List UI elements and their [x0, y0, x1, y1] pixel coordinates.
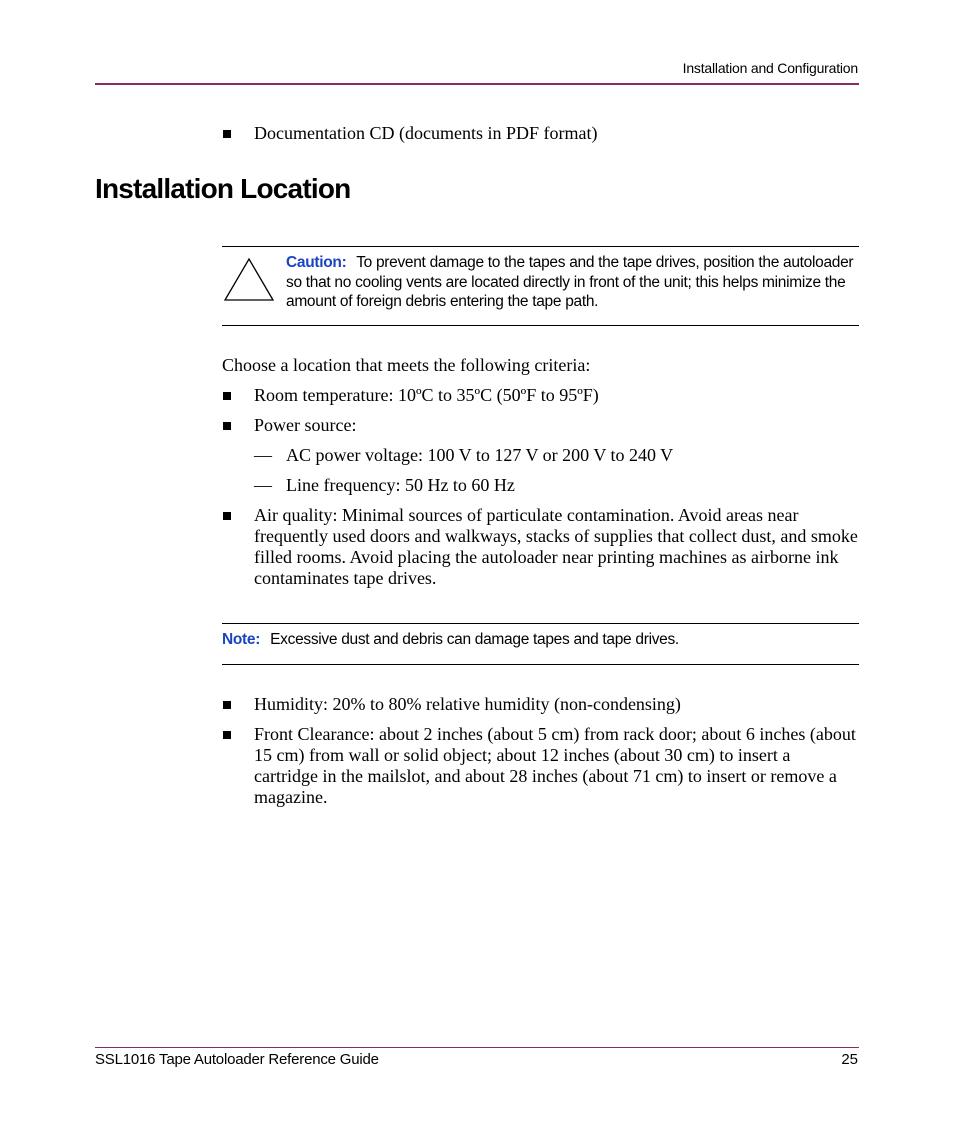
- caution-triangle-icon: [223, 257, 275, 303]
- list-item-text: Air quality: Minimal sources of particulate contamination. Avoid areas near frequently used doors and walkways, stacks of supplies that collect dust, and smoke filled rooms. Avoid placing the autoloader near printing machines as airborne ink contaminates tape drives.: [254, 505, 858, 588]
- square-bullet-icon: [223, 422, 231, 430]
- note-bottom-rule: [222, 664, 859, 665]
- running-header: Installation and Configuration: [682, 60, 858, 76]
- square-bullet-icon: [223, 392, 231, 400]
- caution-body: To prevent damage to the tapes and the tape drives, position the autoloader so that no cooling vents are located directly in front of the unit; this helps minimize the amount of foreign debris entering the tape path.: [286, 254, 854, 310]
- footer-doc-title: SSL1016 Tape Autoloader Reference Guide: [95, 1051, 379, 1068]
- note-body: Excessive dust and debris can damage tapes and tape drives.: [270, 631, 679, 648]
- square-bullet-icon: [223, 512, 231, 520]
- sub-list-item-text: AC power voltage: 100 V to 127 V or 200 V to 240 V: [286, 445, 674, 465]
- caution-message: [286, 253, 860, 312]
- square-bullet-icon: [223, 130, 231, 138]
- note-message: [222, 630, 862, 650]
- note-top-rule: [222, 623, 859, 624]
- em-dash-marker: —: [254, 475, 272, 495]
- list-item-text: Power source:: [254, 415, 357, 435]
- footer-divider: [95, 1047, 859, 1048]
- criteria-intro: Choose a location that meets the following criteria:: [222, 355, 591, 375]
- page-number: 25: [841, 1051, 858, 1068]
- list-item-text: Front Clearance: about 2 inches (about 5 cm) from rack door; about 6 inches (about 15 cm) from wall or solid object; about 12 inches (about 30 cm) to insert a cartridge in the mailslot, and about 28 inches (about 71 cm) to insert or remove a magazine.: [254, 724, 856, 807]
- header-divider: [95, 83, 859, 85]
- em-dash-marker: —: [254, 445, 272, 465]
- square-bullet-icon: [223, 701, 231, 709]
- square-bullet-icon: [223, 731, 231, 739]
- caution-bottom-rule: [222, 325, 859, 326]
- caution-label: Caution:: [286, 254, 347, 271]
- list-item-text: Humidity: 20% to 80% relative humidity (non-condensing): [254, 694, 681, 714]
- note-label: Note:: [222, 631, 261, 648]
- sub-list-item-text: Line frequency: 50 Hz to 60 Hz: [286, 475, 515, 495]
- caution-top-rule: [222, 246, 859, 247]
- list-item-text: Documentation CD (documents in PDF format): [254, 123, 598, 143]
- list-item-text: Room temperature: 10ºC to 35ºC (50ºF to 95ºF): [254, 385, 599, 405]
- section-heading: Installation Location: [95, 173, 351, 204]
